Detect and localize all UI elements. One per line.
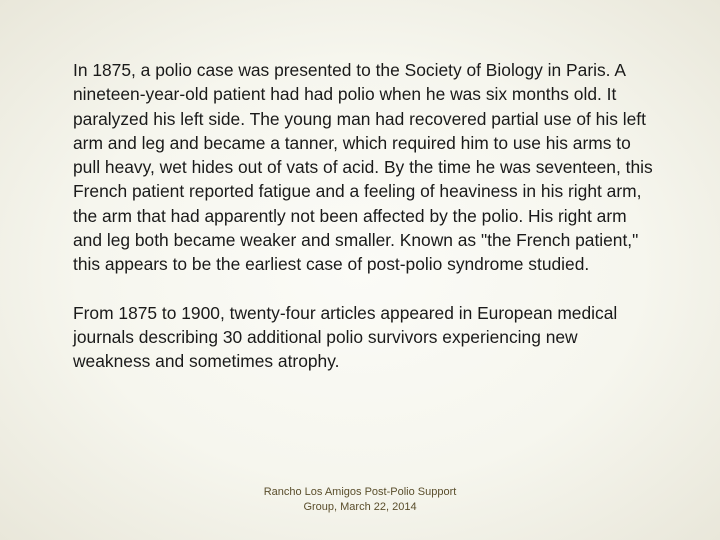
slide-footer xyxy=(250,485,470,515)
footer-line-1: Rancho Los Amigos Post-Polio Support xyxy=(263,486,457,498)
footer-line-2: Group, March 22, 2014 xyxy=(303,501,417,513)
slide-body xyxy=(73,58,653,374)
paragraph-journal-articles: From 1875 to 1900, twenty-four articles appeared in European medical journals describing 30 additional polio survivors experiencing new weakness and sometimes atrophy. xyxy=(73,302,618,372)
paragraph-french-patient: In 1875, a polio case was presented to the Society of Biology in Paris. A nineteen-year-old patient had had polio when he was six months old. It paralyzed his left side. The young man had recovered partial use of his left arm and leg and became a tanner, which required him to use his arms to pull heavy, wet hides out of vats of acid. By the time he was seventeen, this French patient reported fatigue and a feeling of heaviness in his right arm, the arm that had apparently not been affected by the polio. His right arm and leg both became weaker and smaller. Known as "the French patient," this appears to be the earliest case of post-polio syndrome studied. xyxy=(73,60,653,275)
